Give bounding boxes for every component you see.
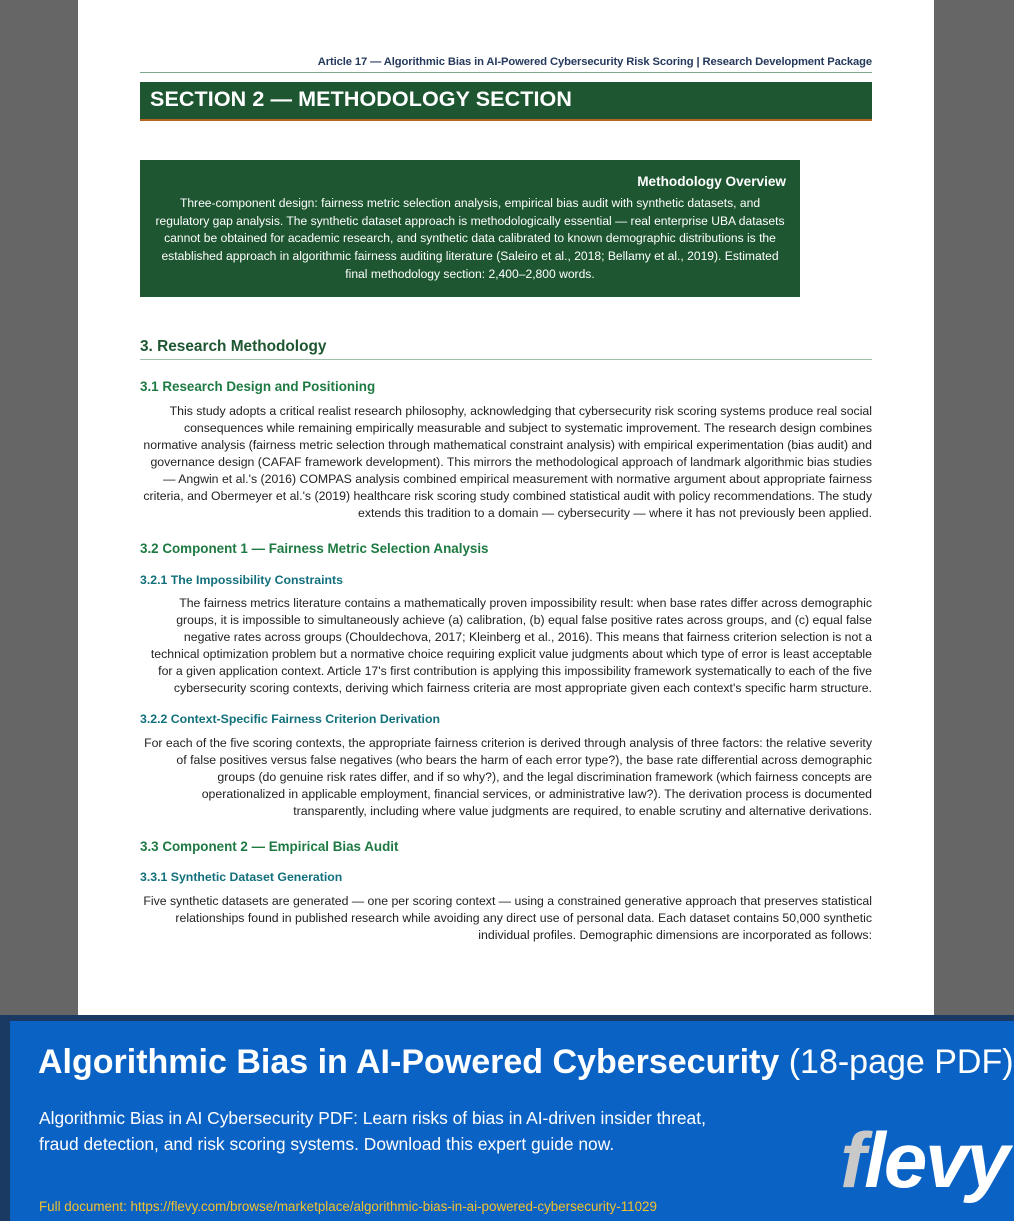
heading-3-3-1-synthetic-dataset-generation: 3.3.1 Synthetic Dataset Generation xyxy=(140,870,343,885)
heading-3-2-1-impossibility-constraints: 3.2.1 The Impossibility Constraints xyxy=(140,572,343,587)
promo-banner-inner xyxy=(10,1021,1014,1221)
promo-full-document-link[interactable]: Full document: https://flevy.com/browse/marketplace/algorithmic-bias-in-ai-powered-cybersecurity-11029 xyxy=(39,1199,657,1214)
heading-research-methodology: 3. Research Methodology xyxy=(140,338,872,360)
methodology-overview-callout xyxy=(140,160,800,297)
heading-3-2-2-context-specific-fairness-criterion-derivation: 3.2.2 Context-Specific Fairness Criterion Derivation xyxy=(140,712,440,727)
running-header: Article 17 — Algorithmic Bias in AI-Powered Cybersecurity Risk Scoring | Research Development Package xyxy=(140,55,872,73)
callout-body: Three-component design: fairness metric selection analysis, empirical bias audit with synthetic datasets, and regulatory gap analysis. The synthetic dataset approach is methodologically essential — real enterprise UBA datasets cannot be obtained for academic research, and synthetic data calibrated to known demographic distributions is the established approach in algorithmic fairness auditing literature (Saleiro et al., 2018; Bellamy et al., 2019). Estimated final methodology section: 2,400–2,800 words. xyxy=(155,195,785,282)
callout-title: Methodology Overview xyxy=(637,173,786,189)
page-content-area xyxy=(140,0,872,1015)
heading-3-3-component-2: 3.3 Component 2 — Empirical Bias Audit xyxy=(140,839,399,855)
paragraph-3-2-1: The fairness metrics literature contains a mathematically proven impossibility result: when base rates differ across demographic groups, it is impossible to simultaneously achieve (a) calibration, (b) equal false positive rates across groups, and (c) equal false negative rates across groups (Chouldechova, 2017; Kleinberg et al., 2016). This means that fairness criterion selection is not a technical optimization problem but a normative choice requiring explicit value judgments about which type of error is least acceptable for a given application context. Article 17's first contribution is applying this impossibility framework systematically to each of the five cybersecurity scoring contexts, deriving which fairness criteria are most appropriate given each context's specific harm structure. xyxy=(150,596,872,696)
flevy-logo-levy: levy xyxy=(864,1116,1008,1204)
section-title-bar: SECTION 2 — METHODOLOGY SECTION xyxy=(140,82,872,121)
heading-3-2-component-1: 3.2 Component 1 — Fairness Metric Selection Analysis xyxy=(140,541,489,557)
promo-subtitle: Algorithmic Bias in AI Cybersecurity PDF: Learn risks of bias in AI-driven insider threat, fraud detection, and risk scoring systems. Download this expert guide now. xyxy=(39,1108,706,1155)
promo-title xyxy=(38,1043,1014,1082)
promo-title-main: Algorithmic Bias in AI-Powered Cybersecurity xyxy=(38,1043,780,1081)
paragraph-3-2-2: For each of the five scoring contexts, the appropriate fairness criterion is derived through analysis of three factors: the relative severity of false positives versus false negatives (who bears the harm of each error type?), the base rate differential across demographic groups (do genuine risk rates differ, and if so why?), and the legal discrimination framework (which fairness concepts are operationalized in applicable employment, financial services, or administrative law?). The derivation process is documented transparently, including where value judgments are required, to enable scrutiny and alternative derivations. xyxy=(144,736,872,819)
flevy-logo-f: f xyxy=(840,1116,865,1204)
promo-banner xyxy=(0,1015,1014,1221)
paragraph-3-1: This study adopts a critical realist research philosophy, acknowledging that cybersecurity risk scoring systems produce real social consequences while remaining empirically measurable and subject to systematic improvement. The research design combines normative analysis (fairness metric selection through mathematical constraint analysis) with empirical experimentation (bias audit) and governance design (CAFAF framework development). This mirrors the methodological approach of landmark algorithmic bias studies — Angwin et al.'s (2016) COMPAS analysis combined empirical measurement with normative argument about appropriate fairness criteria, and Obermeyer et al.'s (2019) healthcare risk scoring study combined statistical audit with policy recommendations. The study extends this tradition to a domain — cybersecurity — where it has not previously been applied. xyxy=(143,404,872,521)
promo-title-suffix: (18-page PDF) xyxy=(779,1043,1014,1081)
heading-3-1-research-design-and-positioning: 3.1 Research Design and Positioning xyxy=(140,379,376,395)
flevy-logo[interactable] xyxy=(840,1116,1008,1204)
paragraph-3-3-1: Five synthetic datasets are generated — one per scoring context — using a constrained generative approach that preserves statistical relationships found in published research while avoiding any direct use of personal data. Each dataset contains 50,000 synthetic individual profiles. Demographic dimensions are incorporated as follows: xyxy=(143,894,872,943)
document-page xyxy=(78,0,934,1015)
